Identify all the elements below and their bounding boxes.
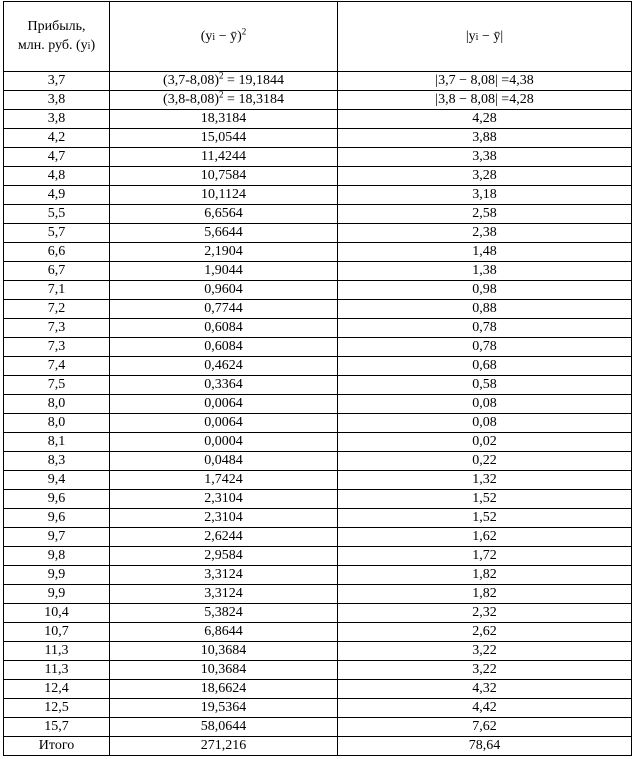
absolute-deviation-cell: 2,62 [338, 623, 632, 642]
profit-cell: 7,3 [4, 338, 110, 357]
profit-cell: 6,7 [4, 262, 110, 281]
squared-deviation-cell: 0,0064 [110, 395, 338, 414]
squared-deviation-cell: 5,6644 [110, 224, 338, 243]
table-row [4, 262, 632, 281]
profit-cell: 10,4 [4, 604, 110, 623]
profit-cell: 8,0 [4, 414, 110, 433]
profit-cell: 4,8 [4, 167, 110, 186]
absolute-deviation-cell: 2,32 [338, 604, 632, 623]
squared-deviation-cell: 2,3104 [110, 490, 338, 509]
table-row [4, 585, 632, 604]
absolute-deviation-cell: |3,8 − 8,08| =4,28 [338, 91, 632, 110]
table-row [4, 471, 632, 490]
absolute-deviation-cell: 1,38 [338, 262, 632, 281]
profit-cell: 8,3 [4, 452, 110, 471]
profit-deviation-table [3, 1, 632, 756]
squared-deviation-cell [110, 72, 338, 91]
squared-deviation-cell [110, 91, 338, 110]
profit-cell: 7,4 [4, 357, 110, 376]
header-sq-formula: (y [200, 28, 213, 44]
profit-cell: 9,6 [4, 490, 110, 509]
squared-deviation-cell: 0,0004 [110, 433, 338, 452]
absolute-deviation-cell: 3,38 [338, 148, 632, 167]
profit-cell: 12,5 [4, 699, 110, 718]
header-sq-sub: i [212, 31, 216, 43]
table-row [4, 338, 632, 357]
absolute-deviation-cell: 0,98 [338, 281, 632, 300]
squared-deviation-cell: 10,3684 [110, 642, 338, 661]
header-sq-sup: 2 [241, 25, 247, 36]
table-row [4, 718, 632, 737]
table-row [4, 224, 632, 243]
sq-sup: 2 [219, 90, 224, 100]
absolute-deviation-cell: 4,28 [338, 110, 632, 129]
squared-deviation-cell: 0,9604 [110, 281, 338, 300]
profit-cell: 3,7 [4, 72, 110, 91]
absolute-deviation-cell: 1,82 [338, 585, 632, 604]
profit-cell: 12,4 [4, 680, 110, 699]
squared-deviation-cell: 0,0484 [110, 452, 338, 471]
table-row [4, 680, 632, 699]
squared-deviation-cell: 10,7584 [110, 167, 338, 186]
header-profit [4, 2, 110, 72]
table-row [4, 490, 632, 509]
absolute-deviation-cell: 2,58 [338, 205, 632, 224]
profit-cell: 9,9 [4, 585, 110, 604]
table-row [4, 110, 632, 129]
absolute-deviation-cell: 0,22 [338, 452, 632, 471]
profit-cell: 4,7 [4, 148, 110, 167]
absolute-deviation-cell: 1,48 [338, 243, 632, 262]
table-row [4, 186, 632, 205]
total-label: Итого [4, 737, 110, 756]
header-profit-close: ) [90, 38, 96, 53]
table-row [4, 205, 632, 224]
header-squared-deviation [110, 2, 338, 72]
squared-deviation-cell: 58,0644 [110, 718, 338, 737]
absolute-deviation-cell: 0,08 [338, 414, 632, 433]
absolute-deviation-cell: 3,28 [338, 167, 632, 186]
table-row [4, 547, 632, 566]
table-row [4, 395, 632, 414]
table-row [4, 72, 632, 91]
profit-cell: 5,5 [4, 205, 110, 224]
squared-deviation-cell: 10,3684 [110, 661, 338, 680]
table-row [4, 319, 632, 338]
table-row [4, 604, 632, 623]
squared-deviation-cell: 6,8644 [110, 623, 338, 642]
table-row [4, 281, 632, 300]
profit-cell: 8,0 [4, 395, 110, 414]
squared-deviation-cell: 18,6624 [110, 680, 338, 699]
header-abs-sub: i [475, 31, 479, 43]
profit-cell: 7,2 [4, 300, 110, 319]
absolute-deviation-cell: 0,78 [338, 319, 632, 338]
squared-deviation-cell: 1,9044 [110, 262, 338, 281]
table-row [4, 414, 632, 433]
squared-deviation-cell: 0,3364 [110, 376, 338, 395]
table-row [4, 167, 632, 186]
absolute-deviation-cell: 1,82 [338, 566, 632, 585]
profit-cell: 7,3 [4, 319, 110, 338]
absolute-deviation-cell: 4,32 [338, 680, 632, 699]
header-profit-line1: Прибыль, [27, 19, 86, 34]
absolute-deviation-cell: 1,62 [338, 528, 632, 547]
table-row [4, 357, 632, 376]
profit-cell: 4,9 [4, 186, 110, 205]
squared-deviation-cell: 1,7424 [110, 471, 338, 490]
table-row [4, 642, 632, 661]
profit-cell: 6,6 [4, 243, 110, 262]
table-row [4, 452, 632, 471]
table-row [4, 148, 632, 167]
squared-deviation-cell: 0,6084 [110, 319, 338, 338]
squared-deviation-cell: 0,6084 [110, 338, 338, 357]
squared-deviation-cell: 2,6244 [110, 528, 338, 547]
profit-cell: 9,7 [4, 528, 110, 547]
table-row [4, 376, 632, 395]
sq-pre: (3,7-8,08) [163, 73, 220, 88]
squared-deviation-cell: 0,7744 [110, 300, 338, 319]
squared-deviation-cell: 2,3104 [110, 509, 338, 528]
absolute-deviation-cell: 2,38 [338, 224, 632, 243]
profit-cell: 9,6 [4, 509, 110, 528]
absolute-deviation-cell: 3,18 [338, 186, 632, 205]
profit-cell: 8,1 [4, 433, 110, 452]
header-absolute-deviation [338, 2, 632, 72]
absolute-deviation-cell: 1,32 [338, 471, 632, 490]
squared-deviation-cell: 5,3824 [110, 604, 338, 623]
table-row [4, 566, 632, 585]
table-row [4, 433, 632, 452]
absolute-deviation-cell: 1,52 [338, 490, 632, 509]
squared-deviation-cell: 6,6564 [110, 205, 338, 224]
absolute-deviation-cell: 1,52 [338, 509, 632, 528]
squared-deviation-cell: 2,9584 [110, 547, 338, 566]
header-profit-sub: i [87, 41, 91, 52]
total-absolute-deviation: 78,64 [338, 737, 632, 756]
table-row [4, 91, 632, 110]
table-row [4, 129, 632, 148]
squared-deviation-cell: 18,3184 [110, 110, 338, 129]
absolute-deviation-cell: 3,22 [338, 661, 632, 680]
table-row [4, 509, 632, 528]
absolute-deviation-cell: 3,88 [338, 129, 632, 148]
squared-deviation-cell: 3,3124 [110, 585, 338, 604]
profit-cell: 5,7 [4, 224, 110, 243]
profit-cell: 9,9 [4, 566, 110, 585]
absolute-deviation-cell: 4,42 [338, 699, 632, 718]
profit-cell: 10,7 [4, 623, 110, 642]
profit-cell: 11,3 [4, 661, 110, 680]
header-abs-formula: |y [465, 28, 476, 44]
table-row [4, 623, 632, 642]
squared-deviation-cell: 11,4244 [110, 148, 338, 167]
profit-cell: 9,4 [4, 471, 110, 490]
table-row [4, 243, 632, 262]
absolute-deviation-cell: 0,08 [338, 395, 632, 414]
table-row [4, 699, 632, 718]
total-row [4, 737, 632, 756]
sq-pre: (3,8-8,08) [163, 92, 220, 107]
squared-deviation-cell: 3,3124 [110, 566, 338, 585]
sq-sup: 2 [219, 71, 224, 81]
absolute-deviation-cell: 1,72 [338, 547, 632, 566]
header-abs-rest: − ȳ| [478, 28, 504, 44]
squared-deviation-cell: 0,4624 [110, 357, 338, 376]
profit-cell: 11,3 [4, 642, 110, 661]
absolute-deviation-cell: 0,88 [338, 300, 632, 319]
absolute-deviation-cell: |3,7 − 8,08| =4,38 [338, 72, 632, 91]
header-sq-rest: − ȳ) [215, 28, 242, 44]
profit-cell: 4,2 [4, 129, 110, 148]
absolute-deviation-cell: 0,58 [338, 376, 632, 395]
profit-cell: 9,8 [4, 547, 110, 566]
squared-deviation-cell: 0,0064 [110, 414, 338, 433]
absolute-deviation-cell: 0,02 [338, 433, 632, 452]
profit-cell: 15,7 [4, 718, 110, 737]
squared-deviation-cell: 19,5364 [110, 699, 338, 718]
absolute-deviation-cell: 7,62 [338, 718, 632, 737]
profit-cell: 3,8 [4, 110, 110, 129]
profit-cell: 7,1 [4, 281, 110, 300]
squared-deviation-cell: 10,1124 [110, 186, 338, 205]
header-row [4, 2, 632, 72]
table-row [4, 300, 632, 319]
sq-post: = 18,3184 [223, 92, 284, 107]
absolute-deviation-cell: 0,78 [338, 338, 632, 357]
squared-deviation-cell: 15,0544 [110, 129, 338, 148]
profit-cell: 7,5 [4, 376, 110, 395]
absolute-deviation-cell: 3,22 [338, 642, 632, 661]
table-row [4, 661, 632, 680]
total-squared-deviation: 271,216 [110, 737, 338, 756]
sq-post: = 19,1844 [223, 73, 284, 88]
header-profit-line2: млн. руб. (y [17, 38, 88, 53]
squared-deviation-cell: 2,1904 [110, 243, 338, 262]
table-row [4, 528, 632, 547]
profit-cell: 3,8 [4, 91, 110, 110]
absolute-deviation-cell: 0,68 [338, 357, 632, 376]
